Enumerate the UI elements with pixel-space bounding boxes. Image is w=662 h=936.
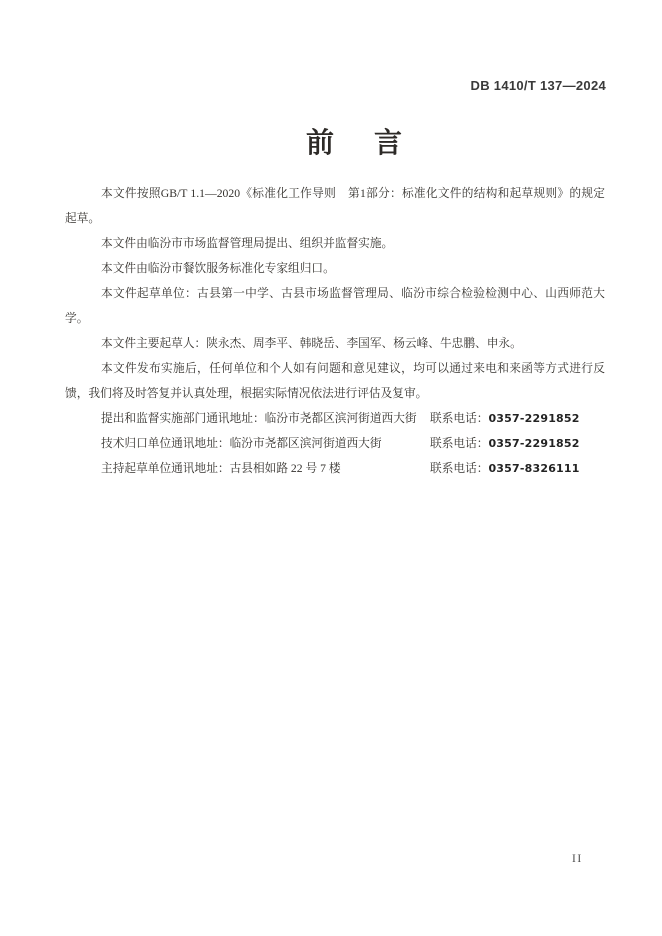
page-title: 前 言	[305, 127, 408, 158]
paragraph-main-drafters: 本文件主要起草人：陕永杰、周李平、韩晓岳、李国军、杨云峰、牛忠鹏、申永。	[101, 337, 522, 350]
contact-phone-technical	[430, 431, 605, 456]
paragraph-proposing-org: 本文件由临汾市市场监督管理局提出、组织并监督实施。	[101, 237, 394, 250]
contact-row-drafting	[65, 456, 605, 481]
foreword-body	[65, 181, 605, 481]
contact-address-supervision: 提出和监督实施部门通讯地址：临汾市尧都区滨河街道西大街	[101, 412, 417, 425]
page-number: II	[572, 853, 583, 865]
phone-label: 联系电话：	[430, 412, 489, 425]
paragraph-drafting-units: 本文件起草单位：古县第一中学、古县市场监督管理局、临汾市综合检验检测中心、山西师范大学。	[65, 287, 605, 325]
contact-address-technical: 技术归口单位通讯地址：临汾市尧都区滨河街道西大街	[101, 437, 382, 450]
paragraph-centralized-org: 本文件由临汾市餐饮服务标准化专家组归口。	[101, 262, 335, 275]
contact-address-drafting: 主持起草单位通讯地址：古县相如路 22 号 7 楼	[101, 462, 341, 475]
phone-number: 0357-8326111	[488, 462, 580, 475]
contact-phone-supervision	[430, 406, 605, 431]
paragraph-drafting-basis: 本文件按照GB/T 1.1—2020《标准化工作导则 第1部分：标准化文件的结构和起草规则》的规定起草。	[65, 187, 605, 225]
paragraph-feedback-notice: 本文件发布实施后，任何单位和个人如有问题和意见建议，均可以通过来电和来函等方式进行反馈，我们将及时答复并认真处理，根据实际情况依法进行评估及复审。	[65, 362, 605, 400]
phone-label: 联系电话：	[430, 437, 489, 450]
phone-number: 0357-2291852	[488, 412, 580, 425]
phone-number: 0357-2291852	[488, 437, 580, 450]
contact-row-technical	[65, 431, 605, 456]
phone-label: 联系电话：	[430, 462, 489, 475]
contact-row-supervision	[65, 406, 605, 431]
document-code: DB 1410/T 137—2024	[470, 78, 606, 93]
contact-phone-drafting	[430, 456, 605, 481]
